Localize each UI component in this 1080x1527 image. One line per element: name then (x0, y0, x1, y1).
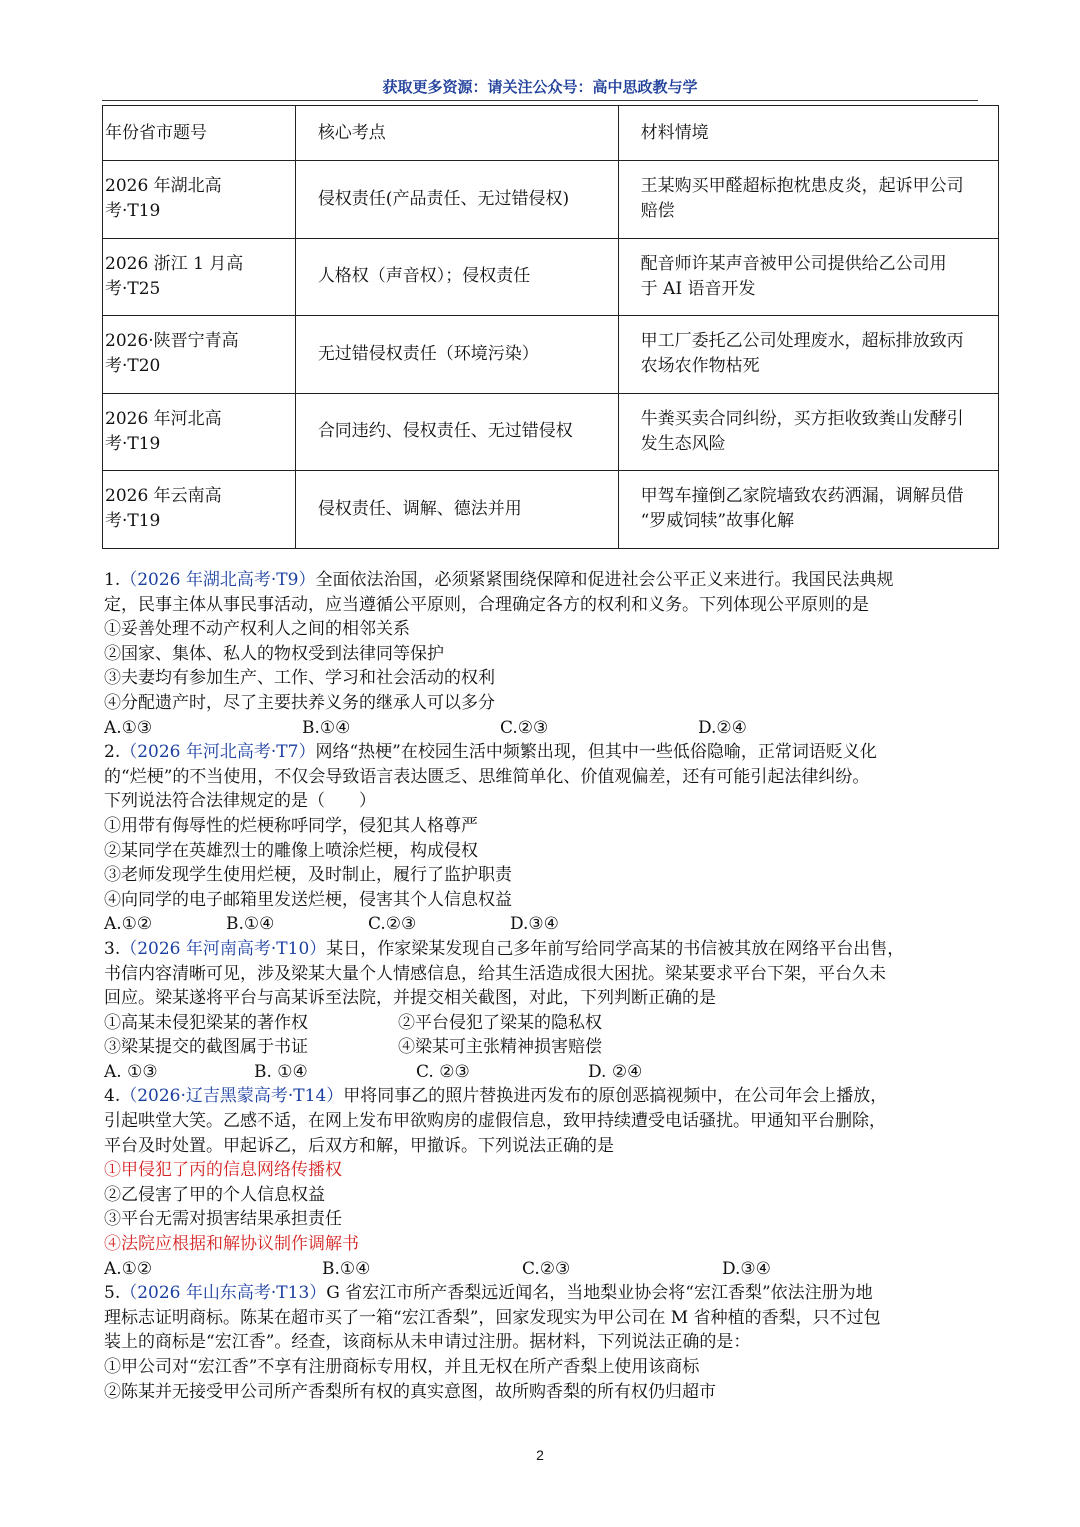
statement: ③夫妻均有参加生产、工作、学习和社会活动的权利 (104, 668, 495, 689)
option-b: B.①④ (302, 717, 351, 738)
statement: ②平台侵犯了梁某的隐私权 (398, 1012, 602, 1033)
cell-case: 王某购买甲醛超标抱枕患皮炎，起诉甲公司 赔偿 (618, 161, 998, 239)
question-list (104, 568, 984, 1404)
cell-source: 2026 年湖北高 考·T19 (103, 161, 296, 239)
page-header: 获取更多资源：请关注公众号：高中思政教与学 (382, 78, 698, 96)
question-stem: 2.（2026 年河北高考·T7）网络“热梗”在校园生活中频繁出现，但其中一些低俗隐喻，正常词语贬义化 (104, 742, 877, 763)
table-header-case: 材料情境 (618, 106, 998, 161)
table-row (103, 316, 999, 394)
answer-options (104, 1060, 984, 1085)
option-a: A.①② (104, 1258, 153, 1279)
question-stem-line: 下列说法符合法律规定的是（ ） (104, 791, 376, 812)
option-d: D.③④ (722, 1258, 771, 1279)
question-stem: 5.（2026 年山东高考·T13）G 省宏江市所产香梨远近闻名，当地梨业协会将“宏江香梨”依法注册为地 (104, 1283, 873, 1304)
statement-highlighted: ①甲侵犯了丙的信息网络传播权 (104, 1160, 342, 1181)
table-header-row (103, 106, 999, 161)
option-b: B.①④ (226, 914, 275, 935)
question-stem-line: 回应。梁某遂将平台与高某诉至法院，并提交相关截图，对此，下列判断正确的是 (104, 988, 716, 1009)
cell-case: 配音师许某声音被甲公司提供给乙公司用 于 AI 语音开发 (618, 238, 998, 316)
statement: ④梁某可主张精神损害赔偿 (398, 1037, 602, 1058)
cell-point: 人格权（声音权）；侵权责任 (295, 238, 618, 316)
statement: ②乙侵害了甲的个人信息权益 (104, 1184, 325, 1205)
option-b: B. ①④ (254, 1061, 308, 1082)
statement: ②陈某并无接受甲公司所产香梨所有权的真实意图，故所购香梨的所有权仍归超市 (104, 1381, 716, 1402)
question-stem-line: 装上的商标是“宏江香”。经查，该商标从未申请过注册。据材料，下列说法正确的是： (104, 1332, 751, 1353)
option-c: C. ②③ (416, 1061, 470, 1082)
question-stem-line: 引起哄堂大笑。乙感不适，在网上发布甲欲购房的虚假信息，致甲持续遭受电话骚扰。甲通知平台删除， (104, 1111, 886, 1132)
question-stem-line: 的“烂梗”的不当使用，不仅会导致语言表达匮乏、思维简单化、价值观偏差，还有可能引起法律纠纷。 (104, 766, 870, 787)
option-d: D. ②④ (588, 1061, 643, 1082)
statement: ②国家、集体、私人的物权受到法律同等保护 (104, 643, 444, 664)
option-a: A.①③ (104, 717, 153, 738)
question-stem-line: 书信内容清晰可见，涉及梁某大量个人情感信息，给其生活造成很大困扰。梁某要求平台下架，平台久未 (104, 963, 886, 984)
statement: ③梁某提交的截图属于书证 (104, 1037, 308, 1058)
option-b: B.①④ (322, 1258, 371, 1279)
table-header-point: 核心考点 (295, 106, 618, 161)
cell-source: 2026 年河北高 考·T19 (103, 393, 296, 471)
question-source: （2026 年河北高考·T7） (120, 742, 316, 763)
statement: ①甲公司对“宏江香”不享有注册商标专用权，并且无权在所产香梨上使用该商标 (104, 1357, 700, 1377)
question-stem-line: 理标志证明商标。陈某在超市买了一箱“宏江香梨”，回家发现实为甲公司在 M 省种植的香梨，只不过包 (104, 1307, 881, 1328)
statement-pair (104, 1011, 984, 1036)
header-divider (102, 100, 978, 101)
option-d: D.③④ (510, 914, 559, 935)
cell-case: 甲驾车撞倒乙家院墙致农药洒漏，调解员借 “罗威饲犊”故事化解 (618, 471, 998, 549)
option-c: C.②③ (522, 1258, 571, 1279)
summary-table (102, 105, 999, 549)
table-row (103, 471, 999, 549)
table-header-source: 年份省市题号 (103, 106, 296, 161)
statement-highlighted: ④法院应根据和解协议制作调解书 (104, 1234, 359, 1255)
question-stem-line: 定，民事主体从事民事活动，应当遵循公平原则，合理确定各方的权利和义务。下列体现公平原则的是 (104, 594, 869, 615)
question-stem-line: 平台及时处置。甲起诉乙，后双方和解，甲撤诉。下列说法正确的是 (104, 1135, 614, 1156)
statement: ③老师发现学生使用烂梗，及时制止，履行了监护职责 (104, 865, 512, 886)
question-source: （2026 年河南高考·T10） (120, 938, 327, 959)
statement: ④分配遗产时，尽了主要扶养义务的继承人可以多分 (104, 692, 495, 713)
question-source: （2026·辽吉黑蒙高考·T14） (120, 1086, 344, 1107)
cell-point: 侵权责任(产品责任、无过错侵权) (295, 161, 618, 239)
question-source: （2026 年山东高考·T13） (120, 1283, 327, 1304)
cell-point: 无过错侵权责任（环境污染） (295, 316, 618, 394)
option-a: A.①② (104, 914, 153, 935)
table-row (103, 161, 999, 239)
statement: ④向同学的电子邮箱里发送烂梗，侵害其个人信息权益 (104, 889, 512, 910)
statement: ③平台无需对损害结果承担责任 (104, 1209, 342, 1230)
cell-point: 侵权责任、调解、德法并用 (295, 471, 618, 549)
option-c: C.②③ (500, 717, 549, 738)
statement: ②某同学在英雄烈士的雕像上喷涂烂梗，构成侵权 (104, 840, 478, 861)
statement: ①妥善处理不动产权利人之间的相邻关系 (104, 619, 410, 640)
question-stem: 3.（2026 年河南高考·T10）某日，作家梁某发现自己多年前写给同学高某的书信被其放在网络平台出售， (104, 938, 905, 959)
table-row (103, 393, 999, 471)
cell-source: 2026 年云南高 考·T19 (103, 471, 296, 549)
option-c: C.②③ (368, 914, 417, 935)
question-stem: 1.（2026 年湖北高考·T9）全面依法治国，必须紧紧围绕保障和促进社会公平正义来进行。我国民法典规 (104, 570, 894, 590)
answer-options (104, 1257, 984, 1282)
cell-source: 2026·陕晋宁青高 考·T20 (103, 316, 296, 394)
question-stem: 4.（2026·辽吉黑蒙高考·T14）甲将同事乙的照片替换进丙发布的原创恶搞视频中，在公司年会上播放， (104, 1086, 888, 1107)
table-row (103, 238, 999, 316)
option-a: A. ①③ (104, 1061, 158, 1082)
answer-options (104, 912, 984, 937)
statement-pair (104, 1035, 984, 1060)
question-source: （2026 年湖北高考·T9） (120, 570, 316, 590)
cell-case: 甲工厂委托乙公司处理废水，超标排放致丙 农场农作物枯死 (618, 316, 998, 394)
statement: ①高某未侵犯梁某的著作权 (104, 1012, 308, 1033)
cell-point: 合同违约、侵权责任、无过错侵权 (295, 393, 618, 471)
cell-case: 牛粪买卖合同纠纷，买方拒收致粪山发酵引 发生态风险 (618, 393, 998, 471)
option-d: D.②④ (698, 717, 747, 738)
cell-source: 2026 浙江 1 月高 考·T25 (103, 238, 296, 316)
page-number: 2 (536, 1447, 544, 1463)
answer-options (104, 716, 984, 741)
statement: ①用带有侮辱性的烂梗称呼同学，侵犯其人格尊严 (104, 815, 478, 836)
